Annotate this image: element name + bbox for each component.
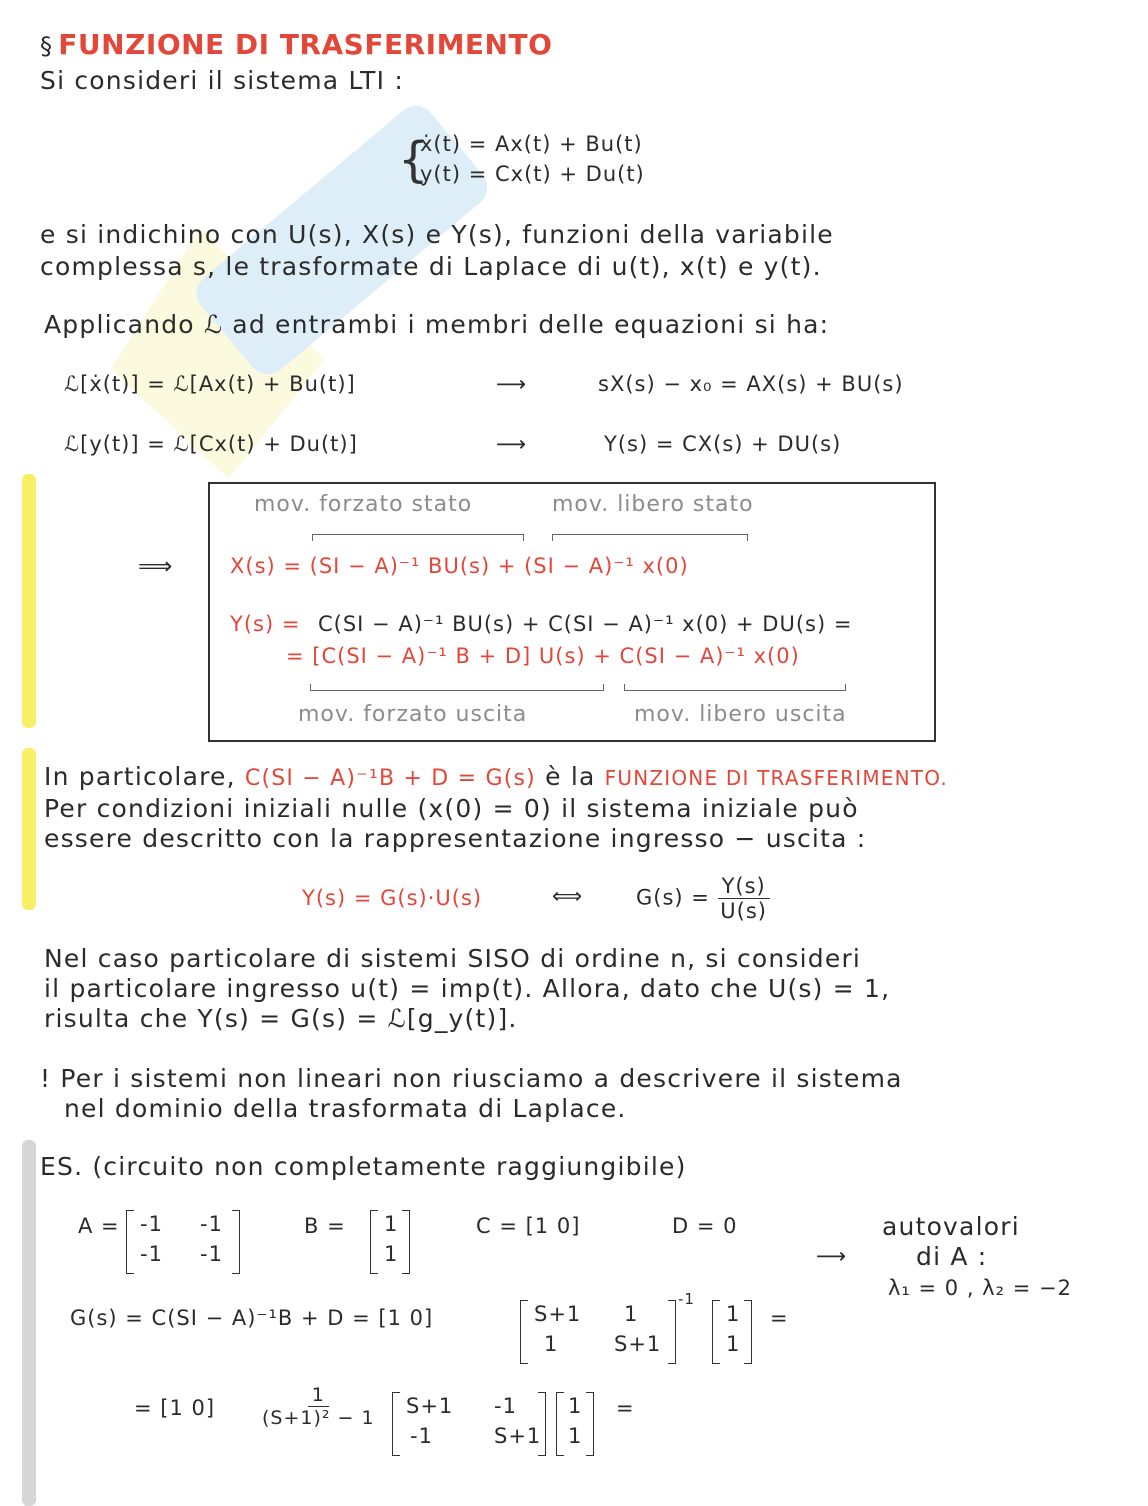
siso-line-3: risulta che Y(s) = G(s) = ℒ[g_y(t)]. xyxy=(44,1004,518,1033)
vector-b-label: B = xyxy=(304,1214,346,1238)
y-eq-line-1: C(SI − A)⁻¹ BU(s) + C(SI − A)⁻¹ x(0) + DU(s) = xyxy=(318,612,853,636)
brace-forced-state xyxy=(312,534,524,541)
transfer-function-term: FUNZIONE DI TRASFERIMENTO. xyxy=(604,766,948,790)
vector-b-right-bracket xyxy=(402,1210,410,1274)
matrix-a-cell: -1 xyxy=(200,1212,223,1236)
io-g-fraction xyxy=(636,874,770,923)
adj-matrix-cell: S+1 xyxy=(406,1394,454,1418)
particular-line-3: essere descritto con la rappresentazione ingresso − uscita : xyxy=(44,824,867,853)
io-fraction-den: U(s) xyxy=(720,899,767,923)
brace-free-output xyxy=(624,684,846,691)
io-arrow: ⟺ xyxy=(552,884,584,908)
implies-arrow: ⟹ xyxy=(138,552,174,580)
adj-matrix-cell: -1 xyxy=(494,1394,517,1418)
laplace-rhs-2: Y(s) = CX(s) + DU(s) xyxy=(604,432,842,456)
g-vector-cell: 1 xyxy=(726,1302,741,1326)
brace-free-state xyxy=(552,534,748,541)
matrix-c-label: C = [1 0] xyxy=(476,1214,581,1238)
vector-b-cell: 1 xyxy=(384,1212,399,1236)
intro-text: Si consideri il sistema LTI : xyxy=(40,66,404,95)
page-title: FUNZIONE DI TRASFERIMENTO xyxy=(58,28,553,61)
g-line-2-prefix: = [1 0] xyxy=(134,1396,216,1420)
brace-forced-output xyxy=(310,684,604,691)
io-fraction-num: Y(s) xyxy=(718,874,770,899)
particular-line-1 xyxy=(44,762,948,791)
laplace-arrow-1: ⟶ xyxy=(496,372,528,396)
laplace-lhs-2: ℒ[y(t)] = ℒ[Cx(t) + Du(t)] xyxy=(64,432,358,456)
x-equation: X(s) = (SI − A)⁻¹ BU(s) + (SI − A)⁻¹ x(0) xyxy=(230,554,689,578)
g-matrix-cell: 1 xyxy=(544,1332,559,1356)
g-matrix-right-bracket xyxy=(668,1300,676,1364)
vector-b-cell: 1 xyxy=(384,1242,399,1266)
g-vector xyxy=(726,1302,746,1356)
adj-vector-right-bracket xyxy=(586,1392,594,1456)
matrix-a-cell: -1 xyxy=(200,1242,223,1266)
system-eq-2: y(t) = Cx(t) + Du(t) xyxy=(420,162,645,186)
page-heading xyxy=(40,28,552,61)
example-arrow: ⟶ xyxy=(816,1244,848,1268)
g-line-1-equals: = xyxy=(770,1306,789,1330)
laplace-arrow-2: ⟶ xyxy=(496,432,528,456)
paragraph-1-line-1: e si indichino con U(s), X(s) e Y(s), funzioni della variabile xyxy=(40,220,834,249)
laplace-lhs-1: ℒ[ẋ(t)] = ℒ[Ax(t) + Bu(t)] xyxy=(64,372,356,396)
g-matrix-cell: S+1 xyxy=(534,1302,582,1326)
adj-matrix-cell: S+1 xyxy=(494,1424,542,1448)
highlight-bar-yellow-2 xyxy=(22,748,36,910)
system-eq-1: ẋ(t) = Ax(t) + Bu(t) xyxy=(420,132,643,156)
label-forced-output: mov. forzato uscita xyxy=(298,702,528,727)
eigenvalues-line-1: autovalori xyxy=(882,1212,1020,1241)
matrix-a-left-bracket xyxy=(126,1210,134,1274)
y-eq-prefix: Y(s) = xyxy=(230,612,301,636)
matrix-a-label: A = xyxy=(78,1214,120,1238)
g-matrix-cell: S+1 xyxy=(614,1332,662,1356)
particular-line-2: Per condizioni iniziali nulle (x(0) = 0) il sistema iniziale può xyxy=(44,794,859,823)
boxed-equations xyxy=(208,482,936,742)
eigenvalues-line-2: di A : xyxy=(916,1242,988,1271)
paragraph-1-line-2: complessa s, le trasformate di Laplace di u(t), x(t) e y(t). xyxy=(40,252,822,281)
adj-matrix-cell: -1 xyxy=(410,1424,433,1448)
adj-vector-cell: 1 xyxy=(568,1424,583,1448)
particular-start: In particolare, xyxy=(44,762,236,791)
label-free-state: mov. libero stato xyxy=(552,492,754,517)
particular-mid: è la xyxy=(545,762,596,791)
g-matrix-inverse-exponent: -1 xyxy=(678,1290,695,1308)
g-fraction-num: 1 xyxy=(308,1384,329,1407)
g-line-2-equals: = xyxy=(616,1396,635,1420)
io-g-prefix: G(s) = xyxy=(636,885,710,910)
siso-line-2: il particolare ingresso u(t) = imp(t). Allora, dato che U(s) = 1, xyxy=(44,974,891,1003)
matrix-a-right-bracket xyxy=(232,1210,240,1274)
y-eq-line-2: = [C(SI − A)⁻¹ B + D] U(s) + C(SI − A)⁻¹ x(0) xyxy=(286,644,800,668)
highlight-bar-yellow-1 xyxy=(22,474,36,728)
matrix-a-cell: -1 xyxy=(140,1212,163,1236)
siso-line-1: Nel caso particolare di sistemi SISO di ordine n, si consideri xyxy=(44,944,862,973)
transfer-formula: C(SI − A)⁻¹B + D = G(s) xyxy=(244,766,536,791)
io-lhs: Y(s) = G(s)·U(s) xyxy=(302,886,483,910)
laplace-rhs-1: sX(s) − x₀ = AX(s) + BU(s) xyxy=(598,372,904,396)
applying-text: Applicando ℒ ad entrambi i membri delle equazioni si ha: xyxy=(44,310,830,339)
matrix-a-cell: -1 xyxy=(140,1242,163,1266)
nonlinear-line-1: ! Per i sistemi non lineari non riusciamo a descrivere il sistema xyxy=(40,1064,903,1093)
g-vector-left-bracket xyxy=(712,1300,720,1364)
eigenvalues-line-3: λ₁ = 0 , λ₂ = −2 xyxy=(888,1276,1072,1300)
g-line-1-prefix: G(s) = C(SI − A)⁻¹B + D = [1 0] xyxy=(70,1306,434,1330)
matrix-d-label: D = 0 xyxy=(672,1214,738,1238)
g-matrix-left-bracket xyxy=(520,1300,528,1364)
adj-matrix-left-bracket xyxy=(392,1392,400,1456)
adj-vector-left-bracket xyxy=(556,1392,564,1456)
section-mark: § xyxy=(40,32,54,60)
label-free-output: mov. libero uscita xyxy=(634,702,847,727)
adj-vector-cell: 1 xyxy=(568,1394,583,1418)
g-matrix-cell: 1 xyxy=(624,1302,639,1326)
highlight-bar-grey xyxy=(22,1140,36,1506)
g-fraction-den: (S+1)² − 1 xyxy=(262,1407,375,1429)
adj-matrix-right-bracket xyxy=(538,1392,546,1456)
matrix-a xyxy=(140,1212,240,1266)
g-matrix xyxy=(534,1302,670,1356)
g-vector-cell: 1 xyxy=(726,1332,741,1356)
io-fraction xyxy=(718,874,770,923)
example-title: ES. (circuito non completamente raggiungibile) xyxy=(40,1152,687,1181)
nonlinear-line-2: nel dominio della trasformata di Laplace. xyxy=(64,1094,627,1123)
vector-b xyxy=(384,1212,404,1266)
label-forced-state: mov. forzato stato xyxy=(254,492,473,517)
g-vector-right-bracket xyxy=(744,1300,752,1364)
adj-matrix xyxy=(406,1394,544,1448)
vector-b-left-bracket xyxy=(370,1210,378,1274)
adj-vector xyxy=(568,1394,588,1448)
system-brace: { xyxy=(398,132,429,188)
g-line-2-fraction xyxy=(262,1384,375,1429)
g-fraction xyxy=(262,1384,375,1429)
